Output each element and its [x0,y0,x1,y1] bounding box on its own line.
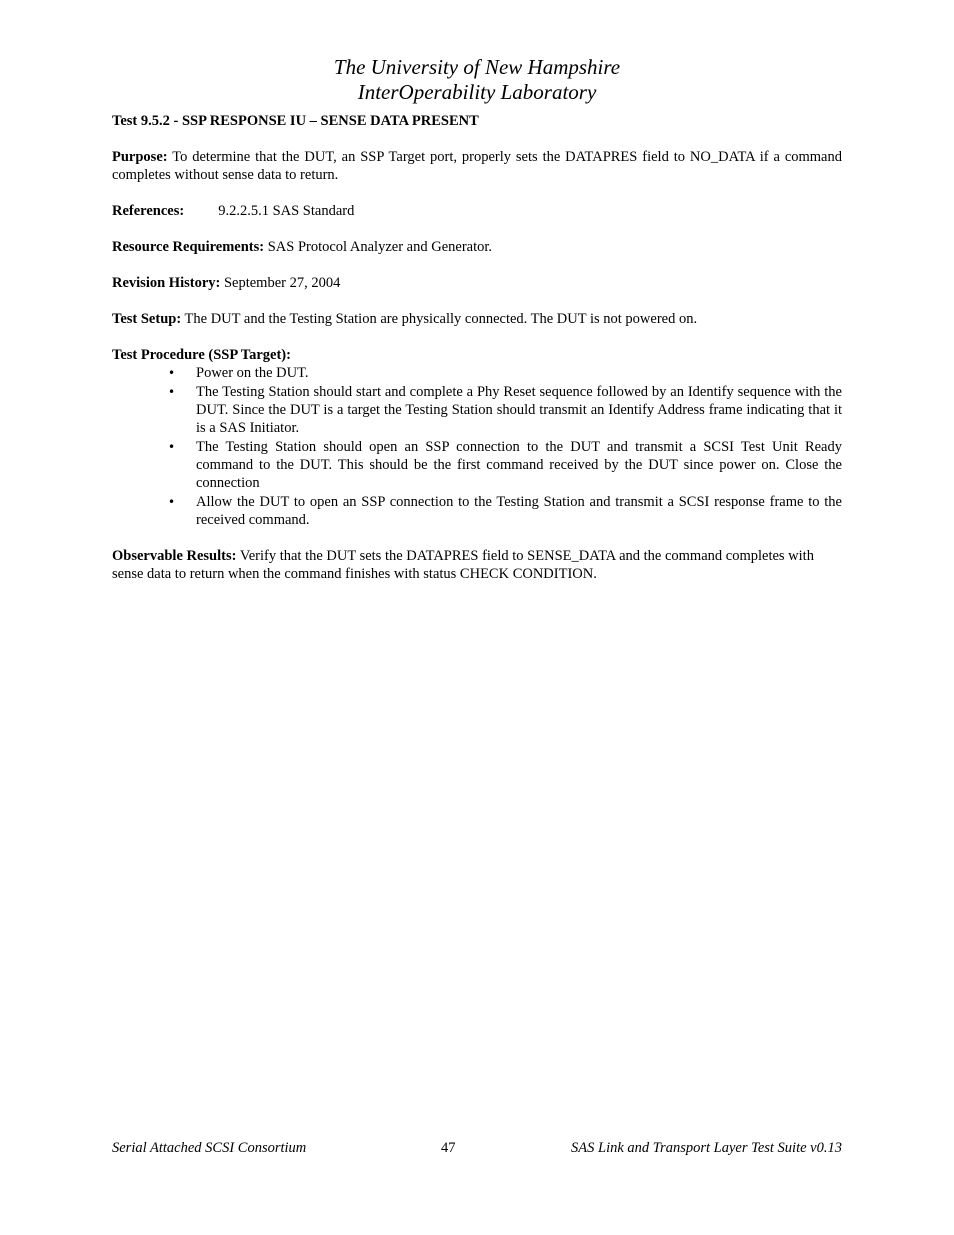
revision-section [112,274,842,292]
document-body [112,112,842,601]
references-text: 9.2.2.5.1 SAS Standard [218,203,355,219]
observable-label: Observable Results: [112,548,237,564]
observable-text: Verify that the DUT sets the DATAPRES field to SENSE_DATA and the command completes with sense data to return when the command finishes with status CHECK CONDITION. [112,548,814,582]
test-title: Test 9.5.2 - SSP RESPONSE IU – SENSE DATA PRESENT [112,113,479,129]
purpose-section [112,148,842,184]
procedure-step-text: The Testing Station should start and complete a Phy Reset sequence followed by an Identify sequence with the DUT. Since the DUT is a target the Testing Station should transmit an Identify Address frame indicating that it is a SAS Initiator. [196,384,842,436]
purpose-label: Purpose: [112,149,168,165]
setup-section [112,310,842,328]
procedure-step [168,383,842,437]
bullet-icon: • [168,495,176,509]
procedure-heading: Test Procedure (SSP Target): [112,347,291,363]
revision-text: September 27, 2004 [223,275,341,291]
bullet-icon: • [168,385,176,399]
resources-text: SAS Protocol Analyzer and Generator. [267,239,493,255]
setup-text: The DUT and the Testing Station are physically connected. The DUT is not powered on. [184,311,698,327]
header-university: The University of New Hampshire [333,55,621,79]
bullet-icon: • [168,440,176,454]
references-label: References: [112,203,185,219]
footer-suite-version: SAS Link and Transport Layer Test Suite v0.13 [571,1140,842,1156]
references-section [112,202,842,220]
page-number: 47 [441,1140,456,1156]
footer-consortium: Serial Attached SCSI Consortium [112,1140,307,1156]
procedure-steps [112,364,842,529]
bullet-icon: • [168,366,176,380]
observable-section [112,547,842,583]
header-laboratory: InterOperability Laboratory [357,80,597,104]
page-footer [112,1139,842,1159]
procedure-step-text: Power on the DUT. [196,365,309,381]
document-page [112,0,842,1235]
procedure-step [168,364,842,382]
resources-section [112,238,842,256]
procedure-step-text: Allow the DUT to open an SSP connection to the Testing Station and transmit a SCSI response frame to the received command. [196,494,842,528]
page-header [112,55,842,105]
procedure-step-text: The Testing Station should open an SSP connection to the DUT and transmit a SCSI Test Unit Ready command to the DUT. This should be the first command received by the DUT since power on. Close the connection [196,439,842,491]
procedure-step [168,493,842,529]
resources-label: Resource Requirements: [112,239,265,255]
purpose-text: To determine that the DUT, an SSP Target port, properly sets the DATAPRES field to NO_DATA if a command completes without sense data to return. [112,149,842,183]
revision-label: Revision History: [112,275,221,291]
setup-label: Test Setup: [112,311,182,327]
procedure-step [168,438,842,492]
